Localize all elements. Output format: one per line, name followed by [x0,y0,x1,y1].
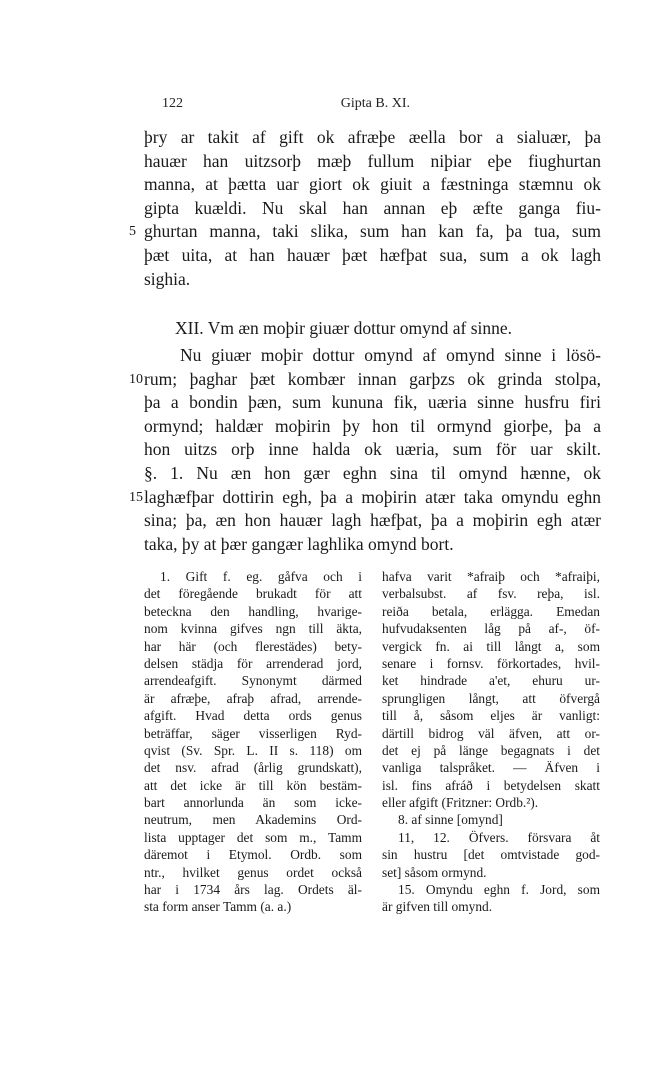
line-number: 5 [129,224,136,240]
note-line: 8. af sinne [omynd] [398,812,503,828]
note-line: däremot i Etymol. Ordb. som [144,847,362,863]
note-line: vergick fn. ai till långt a, som [382,638,600,654]
text-line [144,126,601,150]
line-text: Nu giuær moþir dottur omynd af omynd sinne i lösö- [180,345,601,365]
line-text: þæt uita, at han hauær þæt hæfþat sua, sum a ok lagh [144,244,601,265]
note-line: ntr., hvilket genus ordet också [144,864,362,880]
text-line [144,244,601,268]
text-line [144,268,601,292]
text-line [144,509,601,533]
line-text: sina; þa, æn hon hauær lagh hæfþat, þa a moþirin egh atær [144,510,601,531]
note-line: delsen städja för arrenderad jord, [144,655,362,671]
note-line: att det icke är till kön bestäm- [144,777,362,793]
note-line: det nsv. afrad (årlig grundskatt), [144,760,362,776]
running-header [162,96,410,118]
text-line [144,173,601,197]
text-line [144,197,601,221]
note-line: hafva varit *afraiþ och *afraiþi, [382,569,600,584]
note-line: sin hustru [det omtvistade god- [382,847,600,863]
note-line: beteckna den handling, hvarige- [144,603,362,619]
page-number: 122 [162,96,183,111]
text-line [129,486,601,510]
note-line: det ej på länge begagnats i det [382,742,600,758]
notes-column-right [382,568,600,916]
text-line [144,415,601,439]
line-text: ghurtan manna, taki slika, sum han kan fa, þa tua, sum [144,221,601,242]
note-line: isl. fins afráð i betydelsen skatt [382,777,600,793]
note-line: set] såsom ormynd. [382,864,487,880]
note-line: sprungligen långt, att öfvergå [382,690,600,706]
note-line: därtill bidrog väl äfven, att or- [382,725,600,741]
note-line: är afræþe, afraþ afrad, arrende- [144,690,362,706]
text-line [129,220,601,244]
note-line: har i 1734 års lag. Ordets äl- [144,882,362,898]
line-text: manna, at þætta uar giort ok giuit a fæstninga stæmnu ok [144,174,601,195]
passage-chapter-xi-end [129,126,601,291]
line-text: hon uitzs orþ inne halda ok uæria, sum för uar skilt. [144,439,601,460]
text-line [144,462,601,486]
line-number: 15 [129,489,143,505]
note-line: senare i fornsv. förkortades, hvil- [382,655,600,671]
line-text: gipta kuældi. Nu skal han annan eþ æfte ganga fiu- [144,197,601,218]
text-line [144,391,601,415]
note-line: eller afgift (Fritzner: Ordb.²). [382,795,539,811]
line-text: þa a bondin þæn, sum kununa fik, uæria sinne husfru firi [144,392,601,413]
note-line: bart annorlunda än som icke- [144,795,362,811]
line-text: sighia. [144,268,191,289]
note-line: 11, 12. Öfvers. försvara åt [398,829,600,845]
line-number: 10 [129,371,143,387]
note-line: verbalsubst. af fsv. reþa, isl. [382,586,600,602]
notes-column-left [144,568,362,916]
line-text: hauær han uitzsorþ mæþ fullum niþiar eþe fiughurtan [144,150,601,171]
text-line [144,533,601,557]
note-line: reiða betala, erlägga. Emedan [382,603,600,619]
line-text: þry ar takit af gift ok afræþe æella bor a sialuær, þa [144,127,601,147]
note-line: sta form anser Tamm (a. a.) [144,899,292,915]
note-line: hufvudaksenten låg på af-, öf- [382,621,600,637]
note-line: lista upptager det som m., Tamm [144,829,362,845]
note-line: beträffar, säger visserligen Ryd- [144,725,362,741]
chapter-heading: XII. Vm æn moþir giuær dottur omynd af sinne. [175,318,513,338]
text-line [144,438,601,462]
running-title: Gipta B. XI. [340,96,410,111]
text-line [129,368,601,392]
line-text: §. 1. Nu æn hon gær eghn sina til omynd hænne, ok [144,462,601,483]
text-line [144,344,601,368]
passage-chapter-xii [129,344,601,556]
line-text: taka, þy at þær gangær laghlika omynd bort. [144,533,454,554]
note-line: afgift. Hvad detta ords genus [144,708,362,724]
note-line: vanliga talspråket. — Äfven i [382,760,600,776]
note-line: 15. Omyndu eghn f. Jord, som [398,882,600,898]
line-text: laghæfþar dottirin egh, þa a moþirin atær taka omyndu eghn [144,486,601,507]
note-line: qvist (Sv. Spr. L. II s. 118) om [144,742,362,758]
note-line: det föregående brukadt för att [144,586,362,602]
note-line: 1. Gift f. eg. gåfva och i [160,569,362,584]
note-line: ket hindrade a'et, ehuru ur- [382,673,600,689]
line-text: ormynd; haldær moþirin þy hon til ormynd giorþe, þa a [144,415,601,436]
note-line: är gifven till omynd. [382,899,493,915]
note-line: nom kvinna gifves ngn till äkta, [144,621,362,637]
line-text: rum; þaghar þæt kombær innan garþzs ok grinda stolpa, [144,368,601,389]
note-line: till å, såsom eljes är vanligt: [382,708,600,724]
note-line: har här (och flerestädes) bety- [144,638,362,654]
note-line: neutrum, men Akademins Ord- [144,812,362,828]
text-line [144,150,601,174]
note-line: arrendeafgift. Synonymt därmed [144,673,362,689]
